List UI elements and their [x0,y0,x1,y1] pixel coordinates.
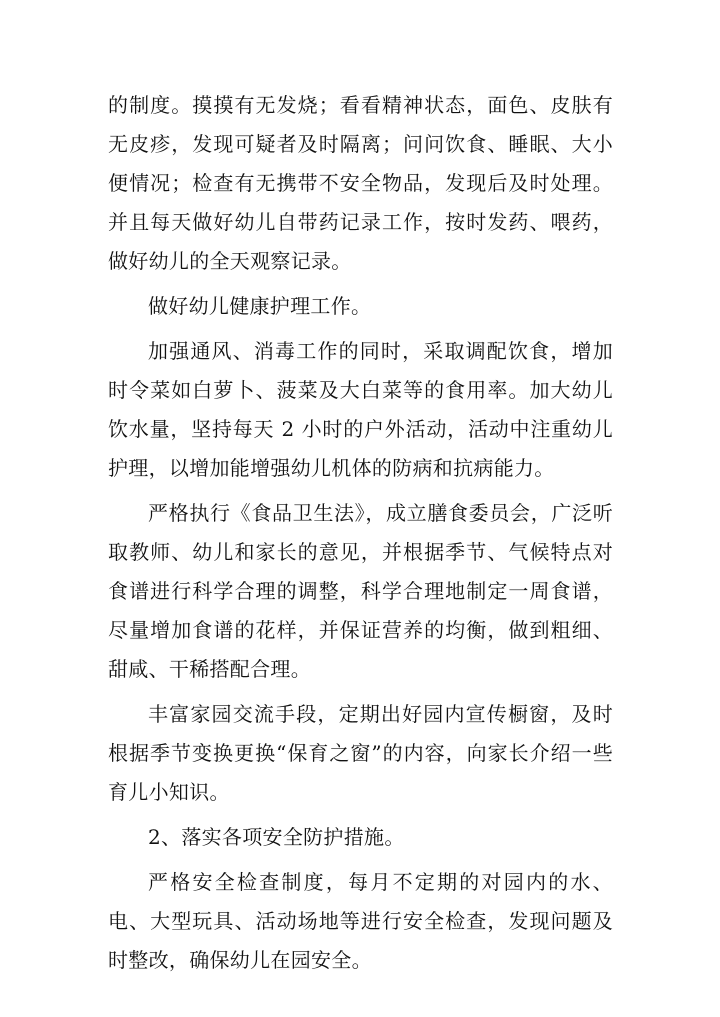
paragraph-heading-safety-measures: 2、落实各项安全防护措施。 [148,825,405,849]
paragraph-home-school-communication: 丰富家园交流手段，定期出好园内宣传橱窗，及时根据季节变换更换“保育之窗”的内容，向家长介绍一些育儿小知识。 [108,702,613,804]
paragraph-food-hygiene: 严格执行《食品卫生法》，成立膳食委员会，广泛听取教师、幼儿和家长的意见，并根据季节、气候特点对食谱进行科学合理的调整，科学合理地制定一周食谱，尽量增加食谱的花样，并保证营养的均衡，做到粗细、甜咸、干稀搭配合理。 [108,501,613,681]
paragraph-heading-health-care: 做好幼儿健康护理工作。 [148,294,372,318]
paragraph-safety-inspection: 严格安全检查制度，每月不定期的对园内的水、电、大型玩具、活动场地等进行安全检查，发现问题及时整改，确保幼儿在园安全。 [108,870,613,972]
paragraph-ventilation-diet: 加强通风、消毒工作的同时，采取调配饮食，增加时令菜如白萝卜、菠菜及大白菜等的食用率。加大幼儿饮水量，坚持每天 2 小时的户外活动，活动中注重幼儿护理，以增加能增强幼儿机体的防病和抗病能力。 [108,339,613,480]
paragraph-continued-routine-checks: 的制度。摸摸有无发烧；看看精神状态，面色、皮肤有无皮疹，发现可疑者及时隔离；问问饮食、睡眠、大小便情况；检查有无携带不安全物品，发现后及时处理。并且每天做好幼儿自带药记录工作，按时发药、喂药，做好幼儿的全天观察记录。 [108,93,613,273]
document-body [108,86,613,986]
